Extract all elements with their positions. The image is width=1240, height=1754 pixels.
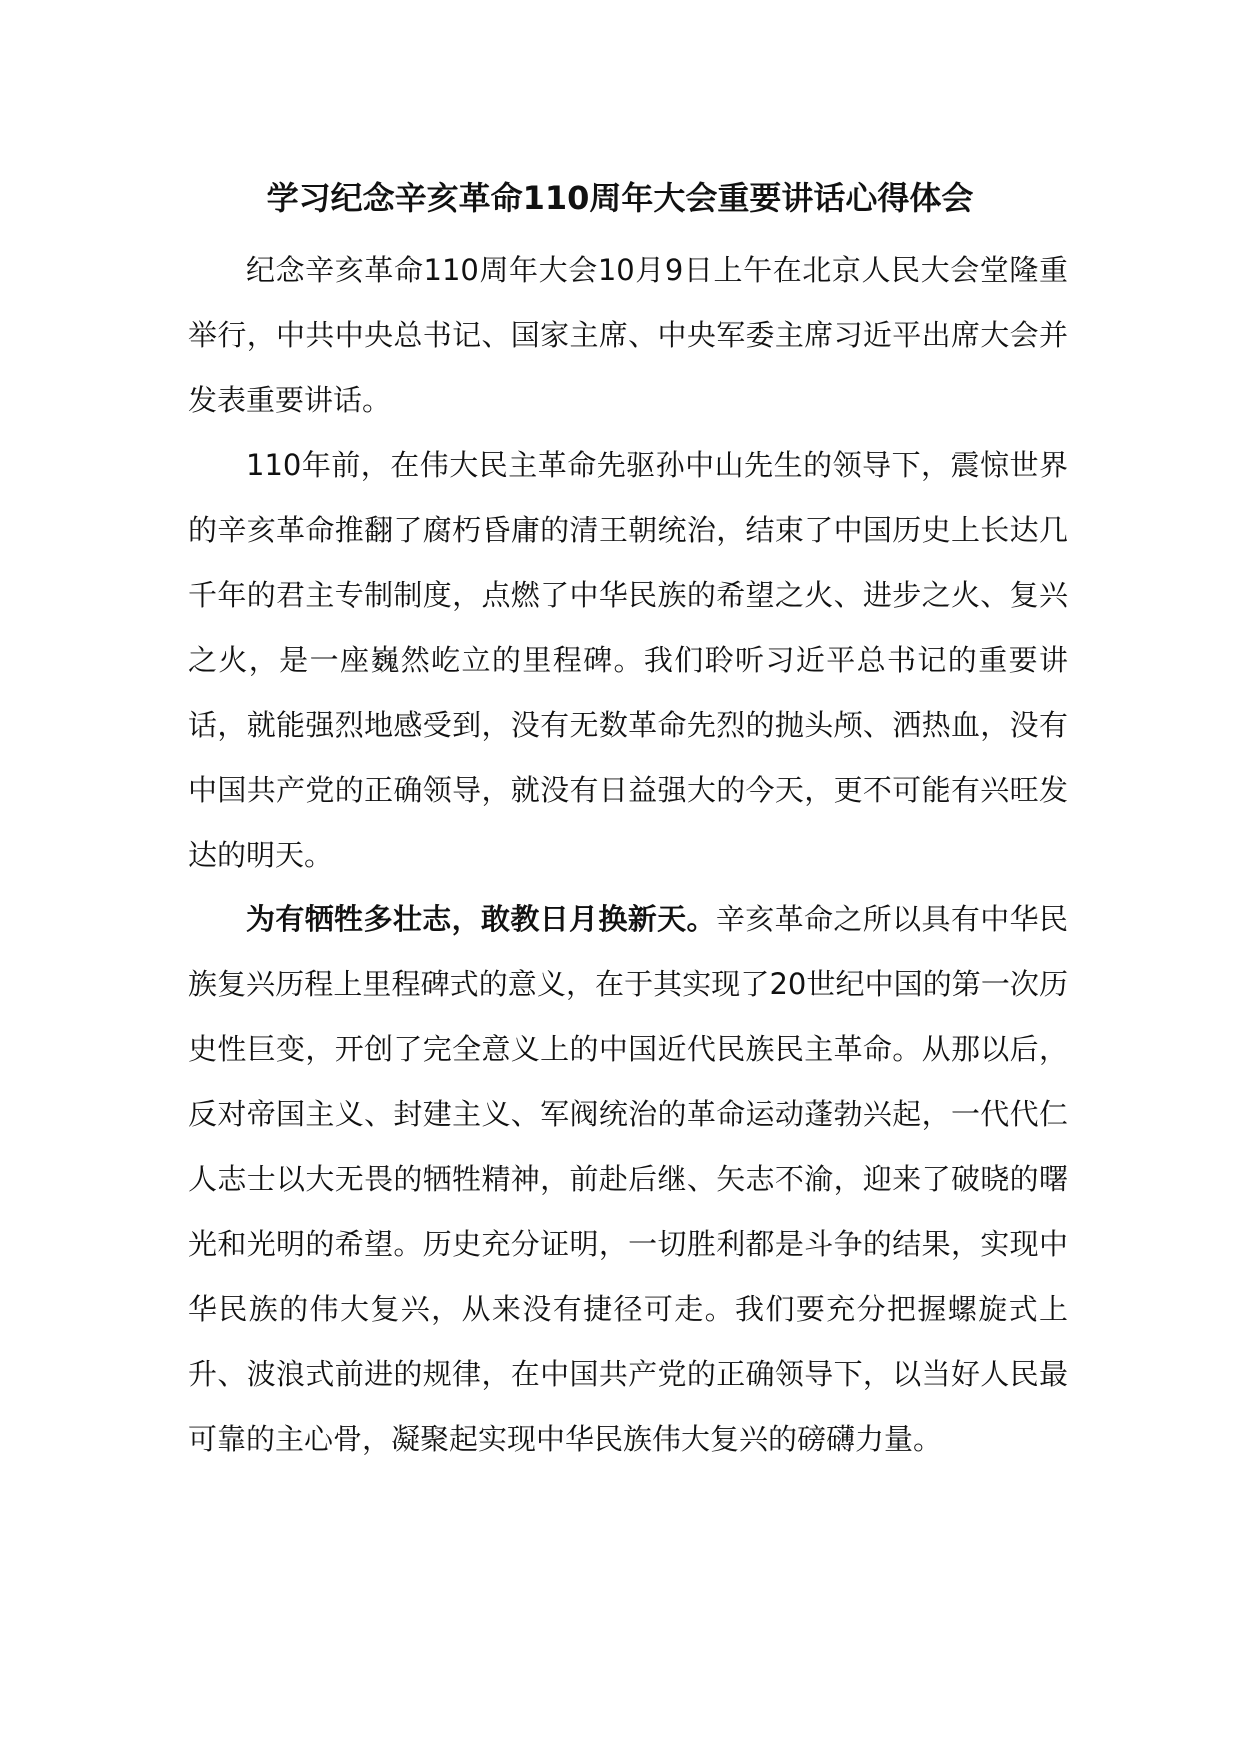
paragraph-3 — [188, 887, 1068, 1472]
paragraph-1 — [188, 238, 1068, 433]
paragraph-3-lead: 为有牺牲多壮志，敢教日月换新天。 — [246, 902, 716, 936]
paragraph-2 — [188, 433, 1068, 888]
paragraph-3-text: 辛亥革命之所以具有中华民族复兴历程上里程碑式的意义，在于其实现了20世纪中国的第一次历史性巨变，开创了完全意义上的中国近代民族民主革命。从那以后，反对帝国主义、封建主义、军阀统治的革命运动蓬勃兴起，一代代仁人志士以大无畏的牺牲精神，前赴后继、矢志不渝，迎来了破晓的曙光和光明的希望。历史充分证明，一切胜利都是斗争的结果，实现中华民族的伟大复兴，从来没有捷径可走。我们要充分把握螺旋式上升、波浪式前进的规律，在中国共产党的正确领导下，以当好人民最可靠的主心骨，凝聚起实现中华民族伟大复兴的磅礴力量。 — [188, 902, 1068, 1456]
paragraph-1-text: 纪念辛亥革命110周年大会10月9日上午在北京人民大会堂隆重举行，中共中央总书记、国家主席、中央军委主席习近平出席大会并发表重要讲话。 — [188, 253, 1068, 417]
paragraph-2-text: 110年前，在伟大民主革命先驱孙中山先生的领导下，震惊世界的辛亥革命推翻了腐朽昏庸的清王朝统治，结束了中国历史上长达几千年的君主专制制度，点燃了中华民族的希望之火、进步之火、复兴之火，是一座巍然屹立的里程碑。我们聆听习近平总书记的重要讲话，就能强烈地感受到，没有无数革命先烈的抛头颅、洒热血，没有中国共产党的正确领导，就没有日益强大的今天，更不可能有兴旺发达的明天。 — [188, 448, 1068, 872]
document-title: 学习纪念辛亥革命110周年大会重要讲话心得体会 — [266, 179, 974, 217]
